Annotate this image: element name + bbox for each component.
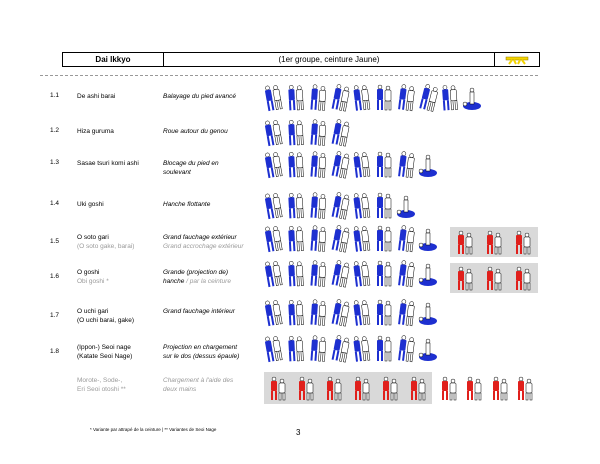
judoka-figure [396,82,416,112]
judoka-figure [330,297,350,327]
judoka-figure [286,223,306,253]
judoka-figure-red [380,374,400,402]
judoka-figure [374,333,394,363]
judoka-figure [396,297,416,327]
judoka-figure-red [296,374,316,402]
technique-name [77,159,159,168]
judoka-figure [352,149,372,179]
technique-name [77,200,159,209]
judoka-figure [440,82,460,112]
technique-description [163,200,258,209]
technique-name-main: O soto gari [77,234,109,241]
variant-name-line1: Morote-, Sode-, [77,377,123,384]
judoka-figure [352,82,372,112]
judoka-figure [418,333,438,363]
judoka-figure-red [352,374,372,402]
technique-desc-line2 [163,352,258,361]
judoka-figure [374,297,394,327]
technique-name-alt: (O soto gake, barai) [77,243,135,250]
judoka-figure [264,82,284,112]
judoka-figure [396,223,416,253]
technique-name-main: O goshi [77,269,100,276]
judoka-figure [308,117,328,147]
technique-desc-line1: Hanche flottante [163,201,211,208]
variant-illustration-seoi-small [436,372,538,404]
technique-desc-line2 [163,277,258,286]
judoka-figure [396,333,416,363]
judoka-figure [330,333,350,363]
technique-number: 1.4 [50,200,60,207]
technique-desc-line2-text: soulevant [163,169,191,176]
judoka-figure [418,223,438,253]
technique-name-main: (Ippon-) Seoi nage [77,344,131,351]
technique-description [163,268,258,286]
technique-description [163,343,258,361]
technique-number: 1.2 [50,127,60,134]
judoka-figure [330,190,350,220]
judoka-figure [286,333,306,363]
judoka-figure [264,117,284,147]
technique-number: 1.1 [50,92,60,99]
judoka-figure [286,190,306,220]
judoka-figure [264,258,284,288]
judoka-figure [330,223,350,253]
technique-desc-line1: Roue autour du genou [163,128,228,135]
judoka-figure [374,190,394,220]
judoka-figure-red [268,374,288,402]
judoka-figure [330,82,350,112]
judoka-figure [308,190,328,220]
judoka-figure [308,297,328,327]
technique-description [163,92,258,101]
judoka-figure [418,149,438,179]
technique-desc-line2-text: Grand accrochage extérieur [163,243,244,250]
judoka-figure [374,258,394,288]
judoka-figure [352,297,372,327]
judoka-figure-red [490,374,510,402]
technique-description [163,233,258,251]
technique-header [62,52,540,67]
technique-illustration-strip [264,297,438,327]
technique-description [163,159,258,177]
technique-name [77,268,159,286]
technique-illustration-strip [264,117,350,147]
technique-desc-line1: Projection en chargement [163,344,238,351]
judoka-figure [264,333,284,363]
variant-desc-line2: deux mains [163,386,197,393]
judoka-figure [418,258,438,288]
judoka-figure [462,82,482,112]
judoka-figure [286,149,306,179]
technique-description [163,127,258,136]
variant-illustration-seoi-otoshi [264,372,432,404]
judoka-figure [352,190,372,220]
judoka-figure [308,258,328,288]
technique-name-main: Hiza guruma [77,128,114,135]
technique-desc-line1: Grand fauchage extérieur [163,234,237,241]
judoka-figure-red [439,374,459,402]
judoka-figure [308,149,328,179]
judoka-figure [308,223,328,253]
technique-illustration-strip [264,333,438,363]
judoka-figure-red [324,374,344,402]
judoka-figure [396,149,416,179]
judoka-figure-red [513,264,533,292]
judoka-figure [308,82,328,112]
judoka-figure [418,82,438,112]
variant-desc-line1: Chargement à l'aide des [163,377,234,384]
technique-name-alt: Obi goshi * [77,278,109,285]
judoka-figure [264,223,284,253]
technique-illustration-strip [264,223,438,253]
technique-name [77,92,159,101]
technique-desc-variant: / par la ceinture [186,278,231,285]
separator-line [40,75,538,76]
technique-desc-line1: Grand fauchage intérieur [163,308,235,315]
judoka-figure [330,258,350,288]
technique-number: 1.5 [50,238,60,245]
technique-desc-line2-text: sur le dos (dessus épaule) [163,353,240,360]
technique-name-main: O uchi gari [77,308,109,315]
header-subtitle: (1er groupe, ceinture Jaune) [164,53,495,66]
technique-desc-line2 [163,242,258,251]
judoka-figure [264,149,284,179]
technique-desc-line1: Balayage du pied avancé [163,93,237,100]
technique-desc-line1: Blocage du pied en [163,160,219,167]
judoka-figure [308,333,328,363]
judoka-figure [330,149,350,179]
yellow-belt-icon [495,53,539,66]
judoka-figure [330,117,350,147]
technique-number: 1.3 [50,159,60,166]
technique-desc-line1: Grande (projection de) [163,269,229,276]
variant-name-line2: Eri Seoi otoshi ** [77,386,126,393]
technique-illustration-strip [264,149,438,179]
technique-name [77,343,159,361]
judoka-figure-red [464,374,484,402]
technique-description [163,307,258,316]
judoka-figure-red [408,374,428,402]
judoka-figure [396,258,416,288]
technique-name-alt: (Katate Seoi Nage) [77,353,133,360]
judoka-figure-red [455,228,475,256]
technique-desc-line2 [163,168,258,177]
technique-name-main: Sasae tsuri komi ashi [77,160,139,167]
variant-illustration-osoto [450,227,538,257]
header-title: Dai Ikkyo [63,53,164,66]
variant-name [77,376,159,394]
technique-desc-line2-text: hanche [163,278,185,285]
judoka-figure [374,149,394,179]
technique-name [77,233,159,251]
technique-illustration-strip [264,258,438,288]
technique-name [77,307,159,325]
judoka-figure-red [484,228,504,256]
judoka-figure [374,82,394,112]
judoka-figure [286,258,306,288]
judoka-figure [264,297,284,327]
technique-number: 1.6 [50,273,60,280]
judoka-figure [352,223,372,253]
technique-number: 1.8 [50,348,60,355]
judoka-figure-red [513,228,533,256]
variant-illustration-obigoshi [450,263,538,293]
technique-number: 1.7 [50,312,60,319]
judoka-figure [286,117,306,147]
footnote: * Variante par attrapé de la ceinture | ** Variantes de Seoi Nage [90,427,217,432]
judoka-figure [264,190,284,220]
judoka-figure [418,297,438,327]
judoka-figure-red [455,264,475,292]
judoka-figure [286,82,306,112]
judoka-figure [286,297,306,327]
judoka-figure [352,333,372,363]
technique-illustration-strip [264,82,482,112]
technique-name [77,127,159,136]
technique-name-main: Uki goshi [77,201,104,208]
judoka-figure-red [515,374,535,402]
technique-illustration-strip [264,190,416,220]
judoka-figure-red [484,264,504,292]
technique-name-main: De ashi barai [77,93,116,100]
variant-description [163,376,258,394]
judoka-figure [374,223,394,253]
page-number: 3 [296,428,301,437]
judoka-figure [396,190,416,220]
technique-name-alt: (O uchi barai, gake) [77,317,135,324]
judoka-figure [352,258,372,288]
